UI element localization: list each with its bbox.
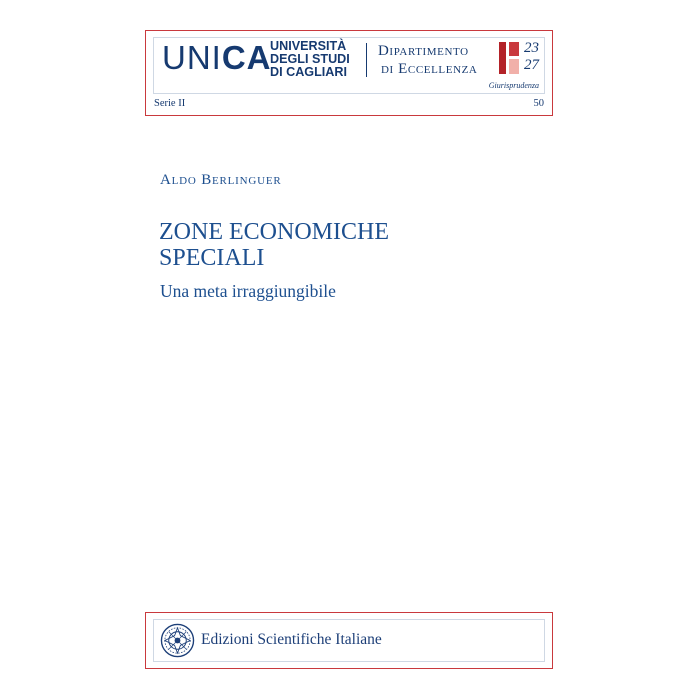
area-label: Giurisprudenza: [488, 81, 539, 90]
publisher-emblem-icon: [160, 623, 195, 658]
header-frame: [145, 30, 553, 116]
unica-logo-uni: UNI: [162, 39, 222, 76]
unica-logo-ca: CA: [221, 39, 272, 76]
publisher-name: Edizioni Scientifiche Italiane: [201, 631, 382, 648]
title-line: ZONE ECONOMICHE: [159, 219, 389, 245]
publisher-strip: [153, 619, 545, 662]
year-top: 23: [524, 40, 539, 56]
university-line: UNIVERSITÀ: [270, 39, 347, 53]
department-line-2: di Eccellenza: [381, 61, 478, 77]
logo-strip: [153, 37, 545, 94]
unica-logo: [162, 41, 272, 74]
book-subtitle: Una meta irraggiungibile: [160, 281, 336, 301]
department-label: [378, 42, 477, 78]
year-bottom: 27: [524, 57, 539, 73]
book-title: [159, 219, 389, 271]
department-line-1: Dipartimento: [378, 43, 469, 59]
author-name: Aldo Berlinguer: [160, 172, 282, 188]
series-number: 50: [533, 98, 544, 109]
logo-divider: [366, 43, 367, 77]
university-line: DEGLI STUDI: [270, 52, 350, 66]
series-label: Serie II: [154, 98, 186, 109]
title-line: SPECIALI: [159, 245, 265, 271]
university-name: [270, 40, 350, 79]
years-label: [524, 40, 539, 74]
university-line: DI CAGLIARI: [270, 65, 347, 79]
publisher-frame: [145, 612, 553, 669]
